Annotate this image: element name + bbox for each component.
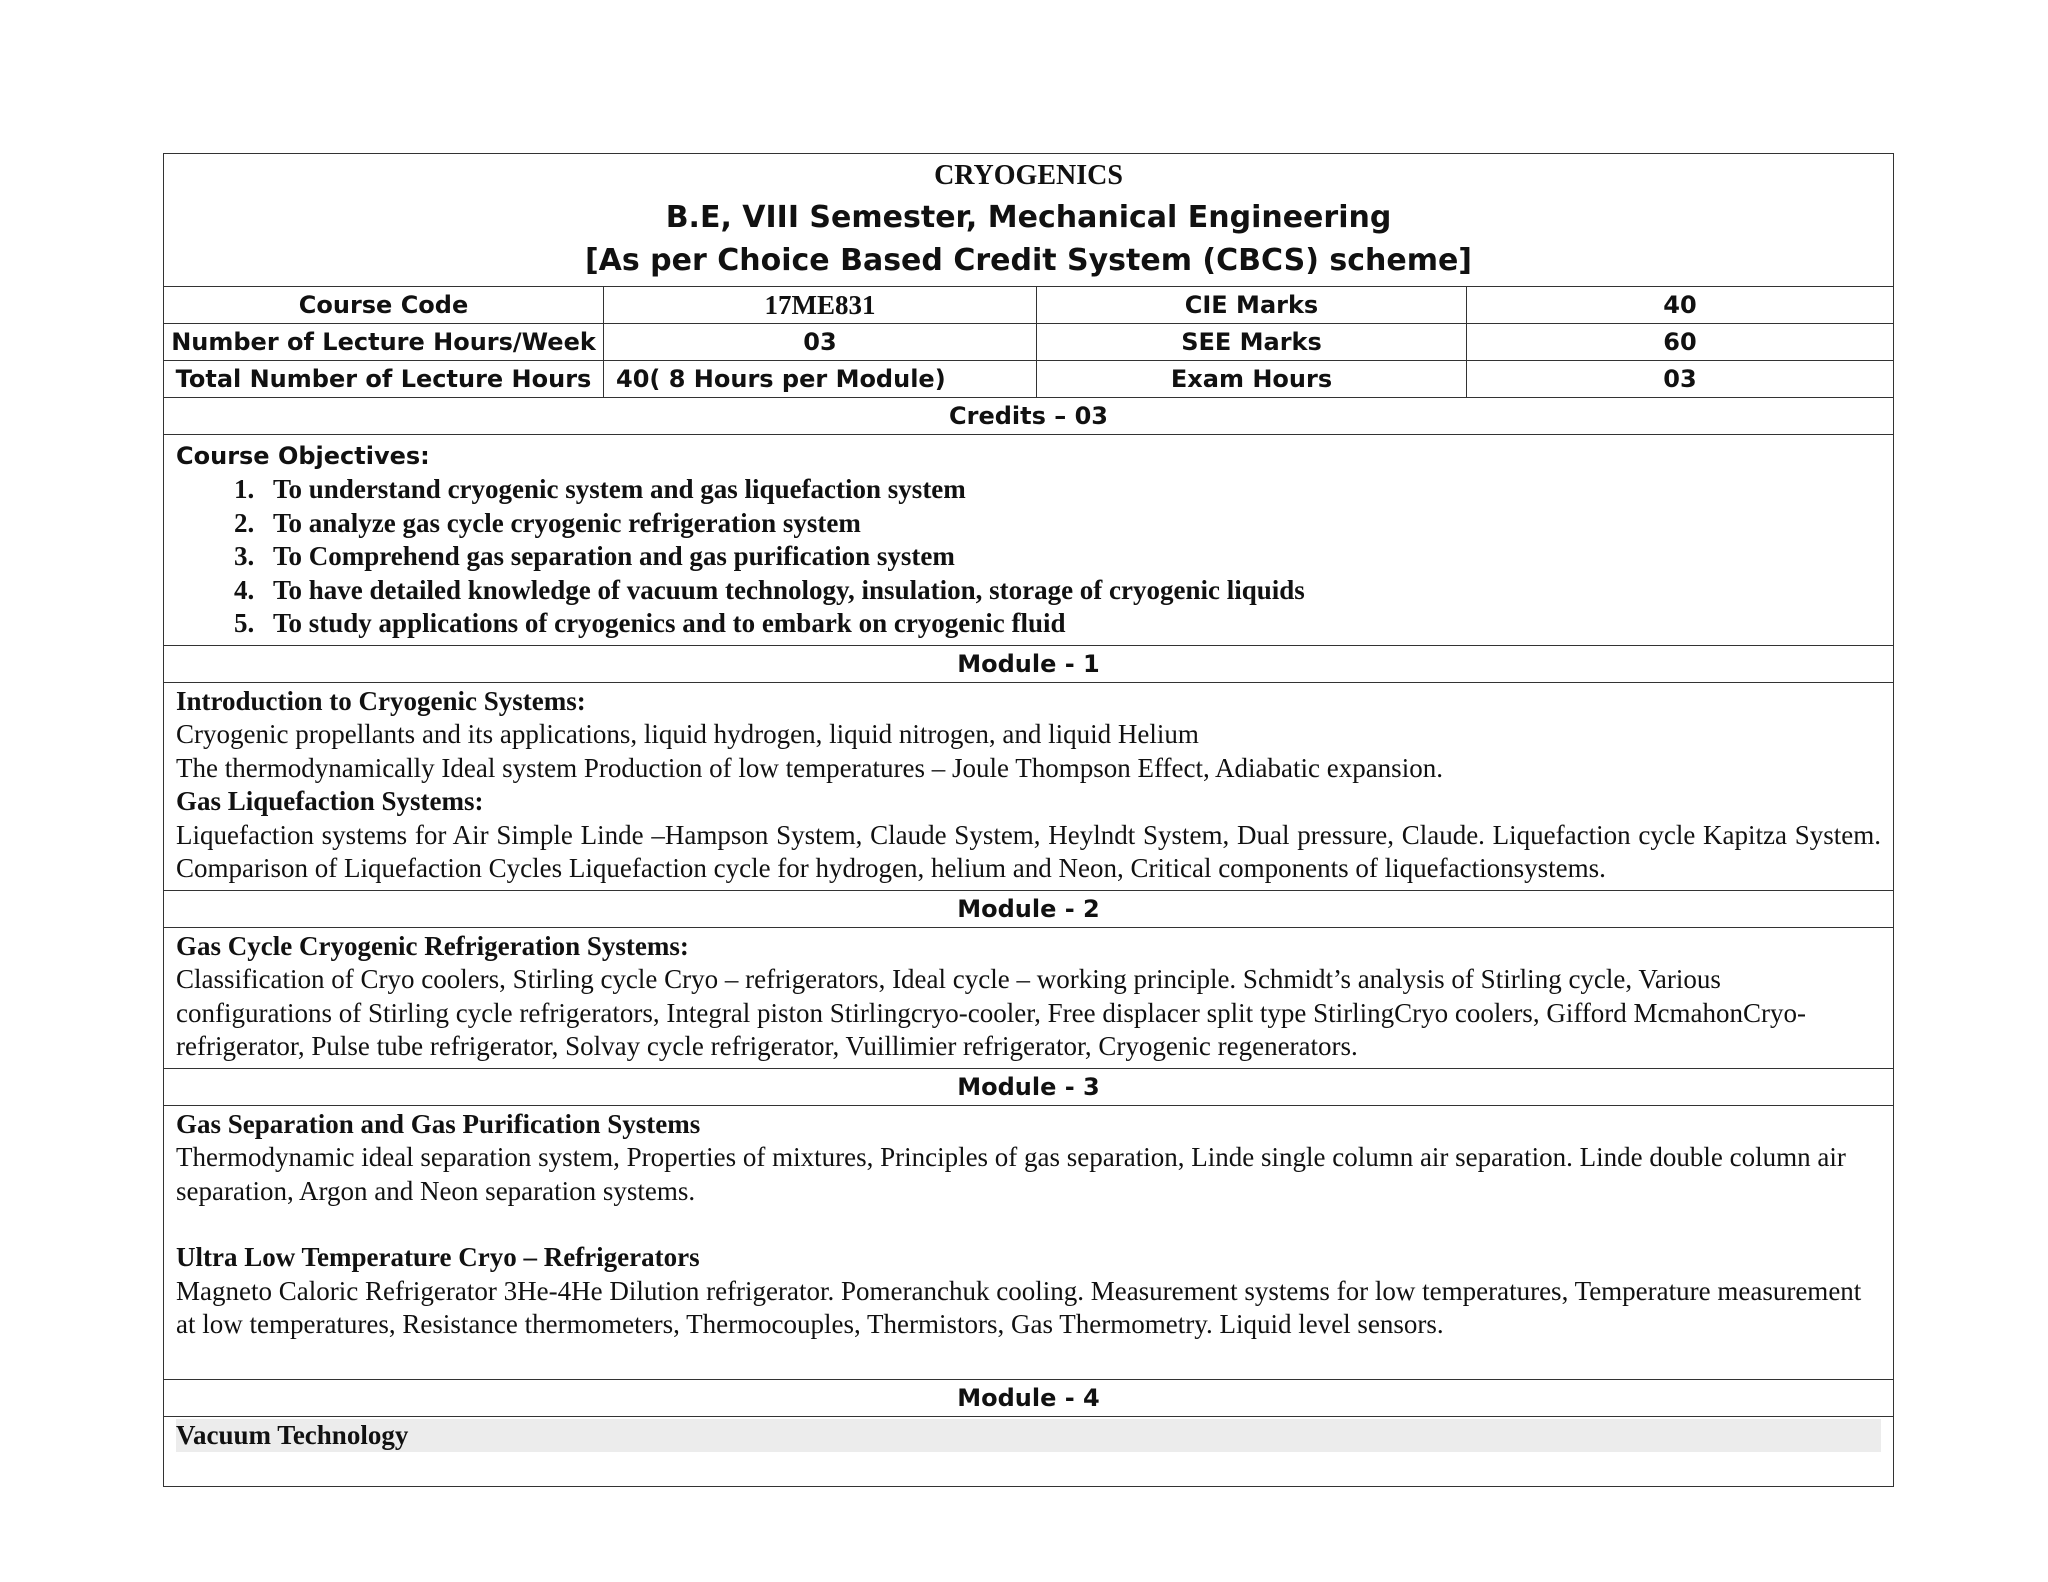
info-row-total-lecture-hours (164, 361, 1893, 398)
module-3-title: Module - 3 (164, 1069, 1893, 1106)
section-heading: Vacuum Technology (176, 1419, 1881, 1453)
objectives-label: Course Objectives: (176, 442, 430, 470)
syllabus-table (163, 153, 1894, 1487)
section-text: Cryogenic propellants and its applications, liquid hydrogen, liquid nitrogen, and liquid Helium (176, 719, 1199, 749)
objective-item: 2. To analyze gas cycle cryogenic refrigeration system (261, 507, 1881, 541)
info-label: Course Code (164, 287, 604, 323)
info-label: SEE Marks (1037, 324, 1467, 360)
info-label: Exam Hours (1037, 361, 1467, 397)
section-heading: Gas Cycle Cryogenic Refrigeration Systems: (176, 930, 689, 961)
info-label: Total Number of Lecture Hours (164, 361, 604, 397)
scheme-title: [As per Choice Based Credit System (CBCS) scheme] (584, 243, 1473, 278)
objectives-list (176, 473, 1881, 641)
module-2-title: Module - 2 (164, 891, 1893, 928)
section-text: Magneto Caloric Refrigerator 3He-4He Dilution refrigerator. Pomeranchuk cooling. Measurement systems for low temperatures, Temperature measurement at low temperatures, Resistance thermometers, Thermocouples, Thermistors, Gas Thermometry. Liquid level sensors. (176, 1275, 1862, 1339)
module-4-title: Module - 4 (164, 1380, 1893, 1417)
info-row-course-code (164, 287, 1893, 324)
credits: Credits – 03 (164, 398, 1893, 435)
info-value: 03 (604, 324, 1037, 360)
module-1-title: Module - 1 (164, 646, 1893, 683)
info-row-lecture-hours-week (164, 324, 1893, 361)
info-value: 03 (1663, 365, 1697, 393)
info-label: CIE Marks (1037, 287, 1467, 323)
program-title: B.E, VIII Semester, Mechanical Engineering (665, 200, 1392, 235)
section-heading: Gas Liquefaction Systems: (176, 786, 484, 816)
title-block (164, 154, 1893, 287)
section-heading: Ultra Low Temperature Cryo – Refrigerators (176, 1242, 700, 1272)
objective-item: 5. To study applications of cryogenics and to embark on cryogenic fluid (261, 607, 1881, 641)
info-value: 17ME831 (604, 287, 1037, 323)
objective-item: 4. To have detailed knowledge of vacuum technology, insulation, storage of cryogenic liquids (261, 574, 1881, 608)
objective-item: 1. To understand cryogenic system and gas liquefaction system (261, 473, 1881, 507)
module-2-content (164, 928, 1893, 1069)
info-value: 60 (1663, 328, 1697, 356)
section-text: The thermodynamically Ideal system Production of low temperatures – Joule Thompson Effect, Adiabatic expansion. (176, 752, 1443, 783)
course-objectives (164, 435, 1893, 646)
subject-title: CRYOGENICS (934, 160, 1123, 191)
objective-item: 3. To Comprehend gas separation and gas purification system (261, 540, 1881, 574)
info-value: 40( 8 Hours per Module) (604, 361, 1037, 397)
info-value: 40 (1663, 291, 1697, 319)
section-text: Classification of Cryo coolers, Stirling cycle Cryo – refrigerators, Ideal cycle – working principle. Schmidt’s analysis of Stirling cycle, Various configurations of Stirling cycle refrigerators, Integral piston Stirlingcryo-cooler, Free displacer split type StirlingCryo coolers, Gifford McmahonCryo- refrigerator, Pulse tube refrigerator, Solvay cycle refrigerator, Vuillimier refrigerator, Cryogenic regenerators. (176, 964, 1807, 1061)
module-4-content (164, 1417, 1893, 1487)
info-label: Number of Lecture Hours/Week (164, 324, 604, 360)
spacer (176, 1342, 1881, 1375)
section-text: Liquefaction systems for Air Simple Linde –Hampson System, Claude System, Heylndt System, Dual pressure, Claude. Liquefaction cycle Kapitza System. Comparison of Liquefaction Cycles Liquefaction cycle for hydrogen, helium and Neon, Critical components of liquefactionsystems. (176, 819, 1881, 883)
section-text: Thermodynamic ideal separation system, Properties of mixtures, Principles of gas separation, Linde single column air separation. Linde double column air separation, Argon and Neon separation systems. (176, 1142, 1846, 1206)
spacer (176, 1208, 1881, 1241)
module-3-content (164, 1106, 1893, 1380)
section-heading: Introduction to Cryogenic Systems: (176, 685, 586, 716)
module-1-content (164, 683, 1893, 891)
section-heading: Gas Separation and Gas Purification Systems (176, 1108, 701, 1139)
